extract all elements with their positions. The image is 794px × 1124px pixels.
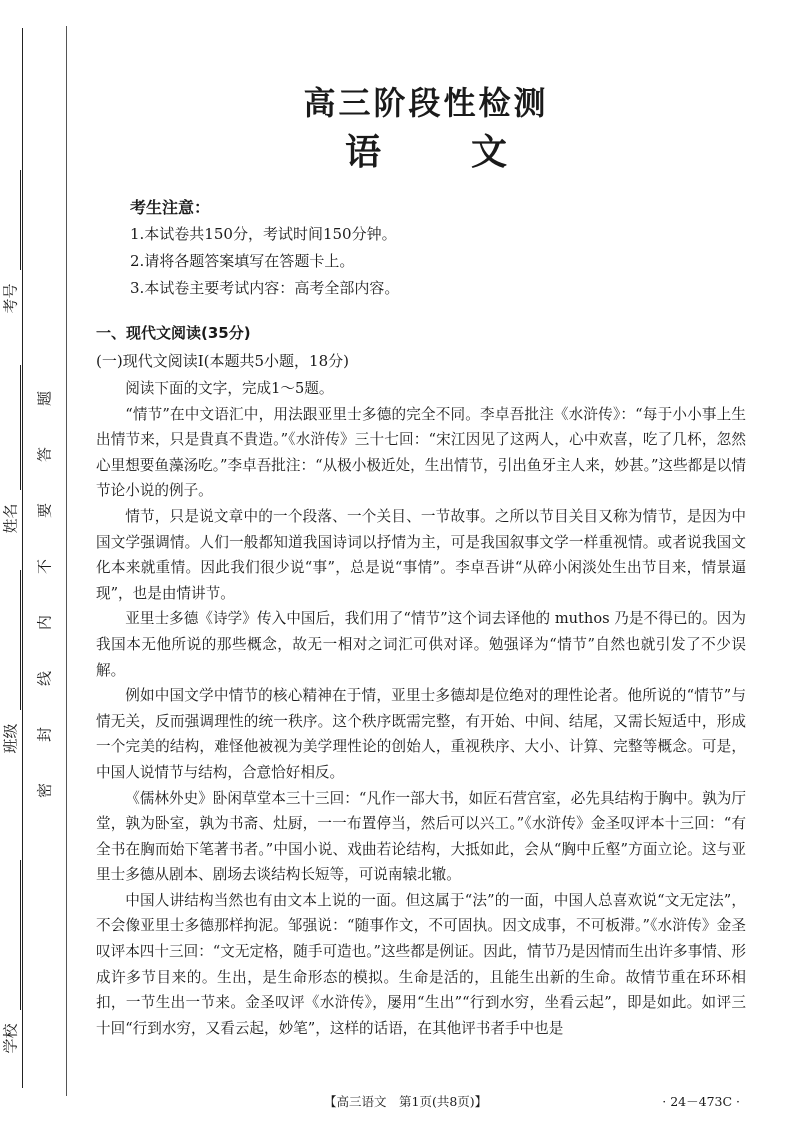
- name-blank[interactable]: [20, 365, 21, 490]
- passage-paragraph: 亚里士多德《诗学》传入中国后，我们用了“情节”这个词去译他的 muthos 乃是不得已的。因为我国本无他所说的那些概念，故无一相对之词汇可供对译。勉强译为“情节”自然也就引发了不少误解。: [96, 610, 746, 679]
- passage-paragraph: 中国人讲结构当然也有由文本上说的一面。但这属于“法”的一面，中国人总喜欢说“文无定法”，不会像亚里士多德那样拘泥。邹强说：“随事作文，不可固执。因文成事，不可板滞。”《水浒传》金圣叹评本四十三回：“文无定格，随手可造也。”这些都是例证。因此，情节乃是因情而生出许多事情、形成许多节目来的。生出，是生命形态的模拟。生命是活的，且能生出新的生命。故情节重在环环相扣，一节生出一节来。金圣叹评《水浒传》，屡用“生出”“行到水穷，坐看云起”，即是如此。如评三十回“行到水穷，又看云起，妙笔”，这样的话语，在其他评书者手中也是: [96, 891, 746, 1037]
- binding-margin: [0, 0, 96, 1124]
- seal-char: 不: [35, 559, 54, 575]
- exam-notice: [130, 194, 399, 302]
- seal-char: 要: [35, 503, 54, 519]
- school-blank[interactable]: [20, 860, 21, 1010]
- class-label: 班级: [1, 723, 20, 754]
- passage-paragraph: 情节，只是说文章中的一个段落、一个关目、一节故事。之所以节目关目又称为情节，是因为中国文学强调情。人们一般都知道我国诗词以抒情为主，可是我国叙事文学一样重视情。或者说我国文化本来就重情。因此我们很少说“事”，总是说“事情”。李卓吾讲“从碎小闲淡处生出节目来，情景逼现”，也是由情讲节。: [96, 507, 746, 602]
- passage-paragraph: 《儒林外史》卧闲草堂本三十三回：“凡作一部大书，如匠石营宫室，必先具结构于胸中。孰为厅堂，孰为卧室，孰为书斋、灶厨，一一布置停当，然后可以兴工。”《水浒传》金圣叹评本十三回：“有全书在胸而始下笔著书者。”中国小说、戏曲若论结构，大抵如此，会从“胸中丘壑”方面立论。这与亚里士多德从剧本、剧场去谈结构长短等，可说南辕北辙。: [96, 789, 746, 884]
- exam-number-label: 考号: [1, 283, 20, 314]
- instruction: 阅读下面的文字，完成1～5题。: [125, 380, 334, 397]
- section-subheading: (一)现代文阅读Ⅰ(本题共5小题，18分): [96, 352, 349, 370]
- notice-item: 1.本试卷共150分，考试时间150分钟。: [130, 225, 397, 243]
- seal-line: [66, 26, 67, 1096]
- exam-page: [96, 0, 756, 1124]
- page-number: 【高三语文 第1页(共8页)】: [324, 1094, 488, 1109]
- seal-char: 内: [35, 615, 54, 631]
- class-blank[interactable]: [20, 570, 21, 710]
- binding-outer-line: [22, 28, 23, 1088]
- seal-char: 封: [35, 727, 54, 743]
- passage-paragraph: 例如中国文学中情节的核心精神在于情，亚里士多德却是位绝对的理性论者。他所说的“情节”与情无关，反而强调理性的统一秩序。这个秩序既需完整，有开始、中间、结尾，又需长短适中，形成一个完美的结构，难怪他被视为美学理性论的创始人，重视秩序、大小、计算、完整等概念。可是，中国人说情节与结构，合意恰好相反。: [96, 687, 746, 781]
- reading-passage: [96, 376, 746, 1041]
- exam-number-blank[interactable]: [20, 170, 21, 270]
- page-title: 高三阶段性检测: [303, 84, 549, 122]
- seal-char: 答: [35, 447, 54, 463]
- paper-code: · 24－473C ·: [662, 1094, 740, 1109]
- notice-item: 3.本试卷主要考试内容：高考全部内容。: [130, 279, 400, 297]
- notice-title: 考生注意：: [130, 198, 211, 217]
- seal-char: 线: [35, 671, 54, 687]
- school-label: 学校: [1, 1023, 20, 1054]
- seal-char: 密: [35, 783, 54, 799]
- subject-title: 语文: [344, 132, 597, 173]
- seal-char: 题: [35, 391, 54, 407]
- passage-paragraph: “情节”在中文语汇中，用法跟亚里士多德的完全不同。李卓吾批注《水浒传》：“每于小小事上生出情节来，只是貴真不貴造。”《水浒传》三十七回：“宋江因见了这两人，心中欢喜，吃了几杯，忽然心里想要鱼藻汤吃。”李卓吾批注：“从极小极近处，生出情节，引出鱼牙主人来，妙甚。”这些都是以情节论小说的例子。: [96, 405, 746, 500]
- name-label: 姓名: [1, 503, 20, 534]
- section-heading: 一、现代文阅读(35分): [96, 324, 251, 342]
- notice-item: 2.请将各题答案填写在答题卡上。: [130, 252, 355, 270]
